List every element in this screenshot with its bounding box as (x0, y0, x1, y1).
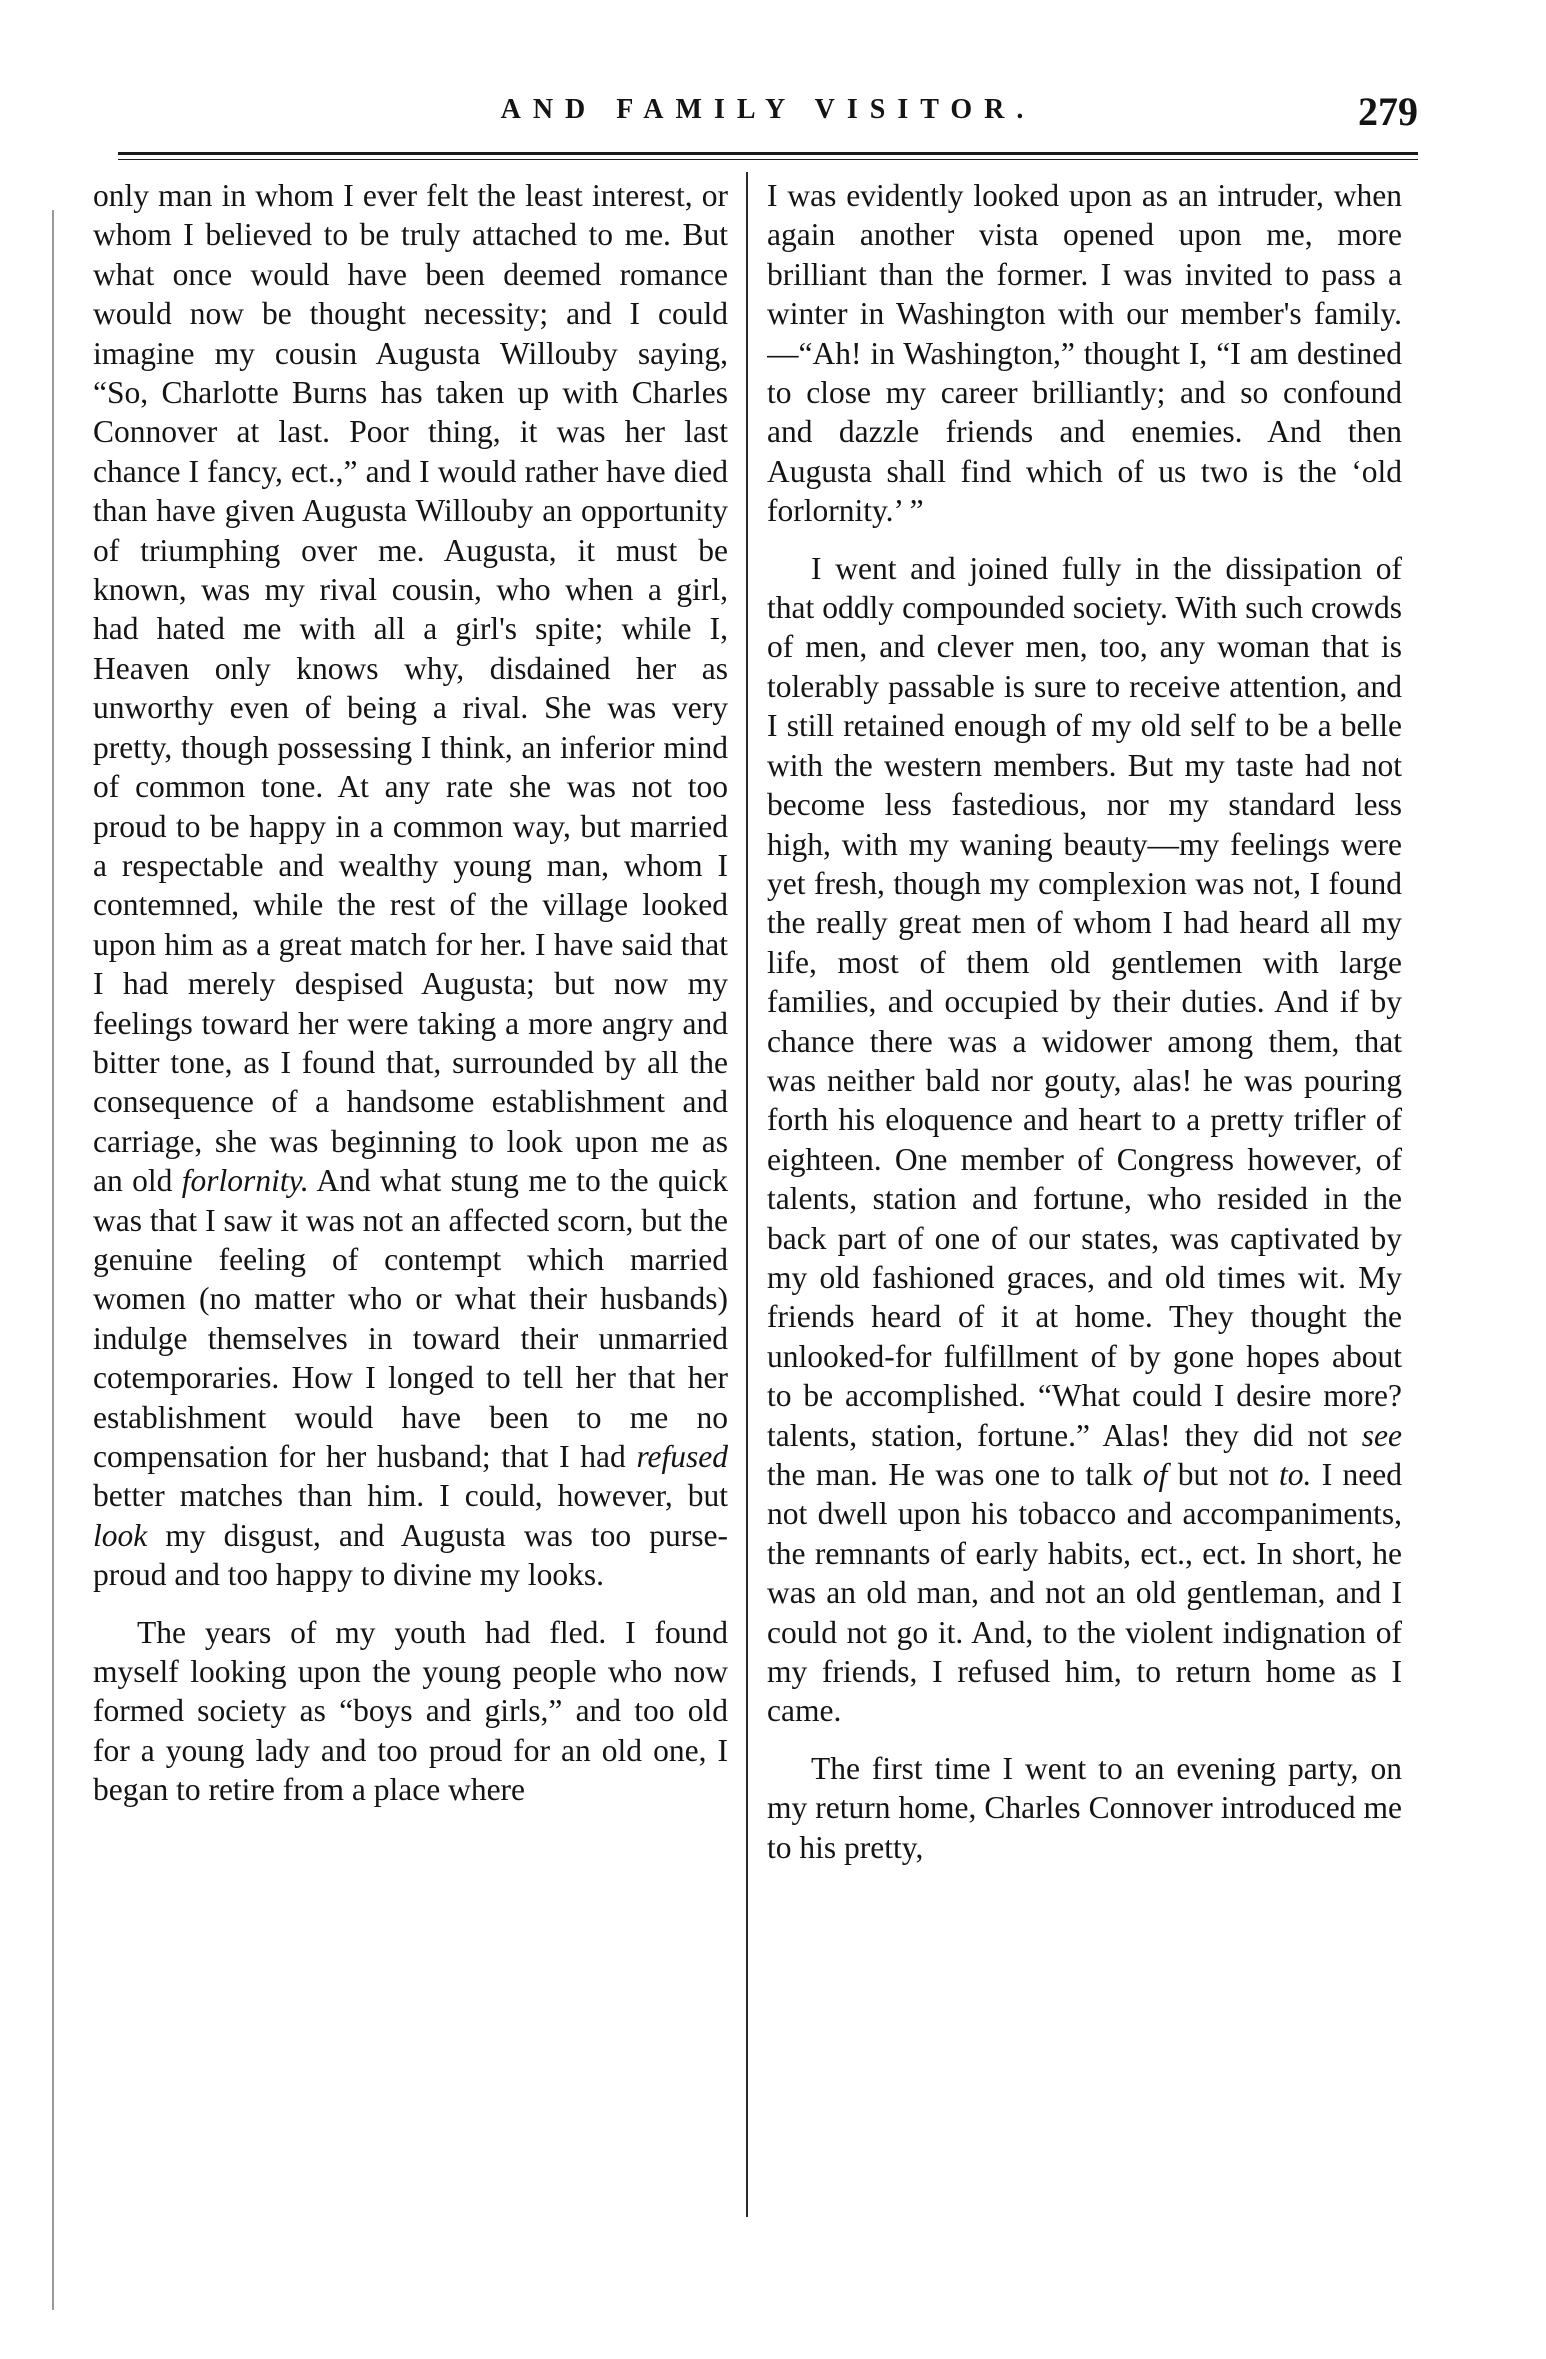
left-paragraph-2: The years of my youth had fled. I found myself looking upon the young people who now formed society as “boys and girls,” and too old for a young lady and too proud for an old one, I began to retire from a place where (93, 1614, 728, 1808)
left-p1-text-b: And what stung me to the quick was that I saw it was not an affected scorn, but the genuine feeling of contempt which married women (no matter who or what their husbands) indulge themselves in toward their unmarried cotemporaries. How I longed to tell her that her establishment would have been to me no compensation for her husband; that I had (93, 1163, 728, 1474)
right-p2-text-a: I went and joined fully in the dissipation of that oddly compounded society. With such crowds of men, and clever men, too, any woman that is tolerably passable is sure to receive attention, and I still retained enough of my old self to be a belle with the western members. But my taste had not become less fastedious, nor my standard less high, with my waning beauty—my feelings were yet fresh, though my complexion was not, I found the really great men of whom I had heard all my life, most of them old gentlemen with large families, and occupied by their duties. And if by chance there was a widower among them, that was neither bald nor gouty, alas! he was pouring forth his eloquence and heart to a pretty trifler of eighteen. One member of Congress however, of talents, station and fortune, who resided in the back part of one of our states, was captivated by my old fashioned graces, and old times wit. My friends heard of it at home. They thought the unlooked-for fulfillment of by gone hopes about to be accomplished. “What could I desire more? talents, station, fortune.” Alas! they did not (767, 550, 1402, 1453)
left-column (93, 176, 728, 2236)
left-paragraph-1 (93, 176, 728, 1595)
right-p2-emphasis-1: see (1361, 1417, 1402, 1453)
right-p2-emphasis-3: to. (1278, 1457, 1312, 1492)
right-p2-text-b: the man. He was one to talk (767, 1457, 1143, 1492)
left-p1-text-d: my disgust, and Augusta was too purse-proud and too happy to divine my looks. (93, 1517, 728, 1593)
header-rule-thin (118, 159, 1418, 160)
left-p1-text-a: only man in whom I ever felt the least interest, or whom I believed to be truly attached to me. But what once would have been deemed romance would now be thought necessity; and I could imagine my cousin Augusta Willouby saying, “So, Charlotte Burns has taken up with Charles Connover at last. Poor thing, it was her last chance I fancy, ect.,” and I would rather have died than have given Augusta Willouby an opportunity of triumphing over me. Augusta, it must be known, was my rival cousin, who when a girl, had hated me with all a girl's spite; while I, Heaven only knows why, disdained her as unworthy even of being a rival. She was very pretty, though possessing I think, an inferior mind of common tone. At any rate she was not too proud to be happy in a common way, but married a respectable and wealthy young man, whom I contemned, while the rest of the village looked upon him as a great match for her. I have said that I had merely despised Augusta; but now my feelings toward her were taking a more angry and bitter tone, as I found that, surrounded by all the consequence of a handsome establishment and carriage, she was beginning to look upon me as an old (93, 178, 728, 1199)
page-header (118, 88, 1418, 148)
left-p1-emphasis-1: forlornity. (181, 1163, 309, 1199)
right-paragraph-2 (767, 549, 1402, 1731)
left-p1-emphasis-3: look (93, 1517, 148, 1553)
header-rule-thick (118, 152, 1418, 155)
right-p2-emphasis-2: of (1142, 1457, 1168, 1492)
running-title: AND FAMILY VISITOR. (500, 94, 1036, 125)
page-edge-line (52, 210, 54, 2310)
right-p2-text-c: but not (1167, 1457, 1279, 1492)
left-p1-emphasis-2: refused (636, 1439, 728, 1474)
right-paragraph-3: The first time I went to an evening party, on my return home, Charles Connover introduced me to his pretty, (767, 1750, 1402, 1865)
page-number: 279 (1358, 89, 1418, 134)
column-divider (746, 172, 748, 2217)
right-paragraph-1: I was evidently looked upon as an intruder, when again another vista opened upon me, more brilliant than the former. I was invited to pass a winter in Washington with our member's family.—“Ah! in Washington,” thought I, “I am destined to close my career brilliantly; and so confound and dazzle friends and enemies. And then Augusta shall find which of us two is the ‘old forlornity.’ ” (767, 178, 1402, 529)
right-p2-text-d: I need not dwell upon his tobacco and accompaniments, the remnants of early habits, ect., ect. In short, he was an old man, and not an old gentleman, and I could not go it. And, to the violent indignation of my friends, I refused him, to return home as I came. (767, 1457, 1402, 1729)
right-column (767, 176, 1402, 2236)
left-p1-text-c: better matches than him. I could, however, but (93, 1478, 728, 1514)
